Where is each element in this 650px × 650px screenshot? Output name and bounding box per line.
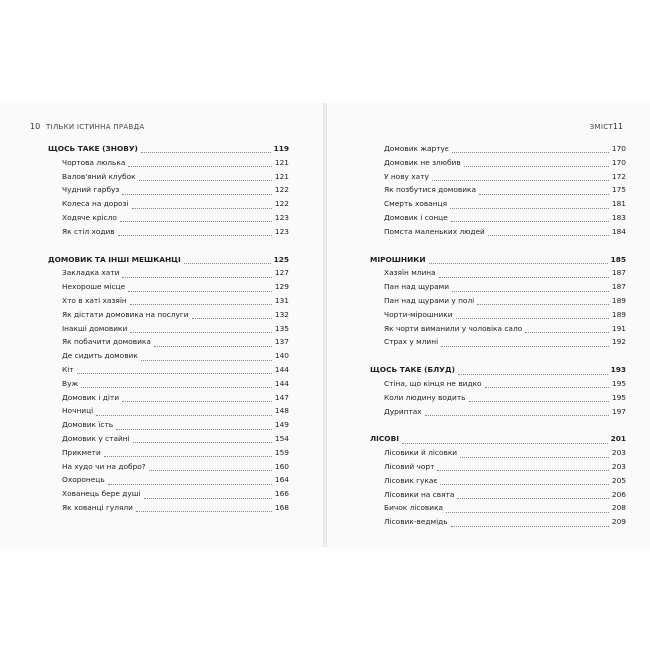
dot-leader	[457, 498, 609, 499]
entry-page-number: 187	[611, 282, 626, 292]
dot-leader	[402, 443, 608, 444]
dot-leader	[130, 304, 272, 305]
entry-title: Домовик жартує	[384, 144, 449, 153]
entry-title: Лісовики й лісовки	[384, 448, 458, 458]
toc-entry	[370, 268, 626, 282]
toc-section-heading	[370, 255, 626, 269]
dot-leader	[128, 291, 272, 292]
entry-title: Домовик і діти	[62, 392, 120, 402]
toc-section-heading	[370, 365, 626, 379]
entry-page-number: 208	[611, 503, 626, 513]
dot-leader	[116, 429, 272, 430]
entry-title: Дуриптах	[384, 406, 422, 416]
entry-page-number: 121	[274, 171, 289, 181]
entry-page-number: 181	[611, 199, 626, 209]
dot-leader	[450, 208, 609, 209]
entry-page-number: 123	[274, 212, 289, 222]
entry-title: Нехороше місце	[62, 282, 126, 292]
entry-title: Лісовик-ведмідь	[384, 517, 448, 527]
entry-page-number: 132	[274, 309, 289, 319]
entry-title: Охоронець	[62, 475, 105, 485]
toc-entry	[48, 158, 289, 172]
dot-leader	[477, 304, 609, 305]
dot-leader	[144, 498, 272, 499]
toc-entry	[48, 199, 289, 213]
entry-page-number: 144	[274, 364, 289, 374]
dot-leader	[141, 152, 271, 153]
entry-title: Хазяїн млина	[384, 268, 436, 278]
toc-entry	[370, 172, 626, 186]
entry-page-number: 206	[611, 489, 626, 499]
entry-title: Бичок лісовика	[384, 503, 444, 513]
dot-leader	[425, 415, 609, 416]
book-spread	[0, 103, 650, 547]
entry-title: Де сидить домовик	[62, 351, 138, 361]
entry-page-number: 119	[273, 144, 289, 153]
entry-title: Смерть хованця	[384, 199, 448, 209]
section-title: МІРОШНИКИ	[370, 254, 426, 264]
toc-entry	[370, 503, 626, 517]
entry-title: Як позбутися домовика	[384, 185, 477, 195]
entry-page-number: 166	[274, 489, 289, 499]
toc-entry	[48, 227, 289, 241]
entry-title: Домовик у стайні	[62, 433, 130, 443]
dot-leader	[429, 263, 608, 264]
entry-page-number: 159	[274, 447, 289, 457]
entry-page-number: 127	[274, 268, 289, 278]
running-head: ЗМІСТ	[589, 123, 613, 131]
toc-section	[370, 434, 626, 531]
entry-page-number: 193	[610, 365, 626, 375]
toc-entry	[48, 503, 289, 517]
toc-entry	[370, 462, 626, 476]
toc-entry	[48, 462, 289, 476]
dot-leader	[130, 332, 272, 333]
toc-section-heading	[48, 144, 289, 158]
toc-entry	[370, 379, 626, 393]
dot-leader	[525, 332, 609, 333]
dot-leader	[446, 512, 609, 513]
toc-entry	[48, 475, 289, 489]
toc-entry	[370, 213, 626, 227]
dot-leader	[192, 318, 272, 319]
toc-entry	[370, 310, 626, 324]
toc-entry	[48, 489, 289, 503]
entry-page-number: 129	[274, 282, 289, 292]
entry-page-number: 175	[611, 185, 626, 195]
dot-leader	[458, 374, 608, 375]
dot-leader	[136, 511, 272, 512]
dot-leader	[488, 235, 609, 236]
toc-entry	[48, 434, 289, 448]
entry-title: Домовик не злюбив	[384, 157, 461, 167]
entry-page-number: 147	[274, 392, 289, 402]
toc-entry	[370, 337, 626, 351]
entry-title: Валов'яний клубок	[62, 171, 136, 181]
toc-entry	[370, 282, 626, 296]
dot-leader	[460, 457, 609, 458]
entry-title: Інакші домовики	[62, 323, 128, 333]
dot-leader	[104, 456, 272, 457]
entry-page-number: 205	[611, 475, 626, 485]
entry-page-number: 170	[611, 144, 626, 153]
entry-title: Лісовики на свята	[384, 489, 455, 499]
entry-title: Стіна, що кінця не видко	[384, 378, 482, 388]
entry-page-number: 140	[274, 351, 289, 361]
entry-page-number: 168	[274, 502, 289, 512]
entry-page-number: 172	[611, 171, 626, 181]
toc-entry	[370, 324, 626, 338]
dot-leader	[439, 277, 609, 278]
toc-entry	[48, 282, 289, 296]
dot-leader	[485, 387, 609, 388]
toc-section-heading	[370, 434, 626, 448]
section-title: ЛІСОВІ	[370, 434, 399, 444]
toc-entry	[370, 158, 626, 172]
dot-leader	[452, 152, 609, 153]
entry-page-number: 131	[274, 295, 289, 305]
entry-title: Чортова люлька	[62, 157, 126, 167]
dot-leader	[149, 470, 272, 471]
entry-page-number: 183	[611, 212, 626, 222]
entry-title: Як побачити домовика	[62, 337, 151, 347]
right-page	[327, 103, 650, 547]
toc-left	[48, 144, 289, 531]
entry-page-number: 195	[611, 392, 626, 402]
toc-entry	[370, 393, 626, 407]
toc-entry	[370, 227, 626, 241]
dot-leader	[437, 470, 608, 471]
section-title: ДОМОВИК ТА ІНШІ МЕШКАНЦІ	[48, 254, 181, 264]
dot-leader	[108, 484, 272, 485]
entry-page-number: 121	[274, 157, 289, 167]
toc-entry	[48, 420, 289, 434]
dot-leader	[452, 291, 609, 292]
entry-title: Хованець бере душі	[62, 489, 141, 499]
dot-leader	[469, 401, 609, 402]
dot-leader	[133, 442, 272, 443]
entry-title: Лісовик гукає	[384, 475, 438, 485]
toc-entry	[48, 310, 289, 324]
toc-entry	[48, 365, 289, 379]
entry-title: Кіт	[62, 364, 74, 374]
entry-page-number: 189	[611, 309, 626, 319]
toc-section	[48, 144, 289, 241]
entry-title: Пан над щурами	[384, 282, 450, 292]
entry-title: Як стіл ходив	[62, 226, 115, 236]
entry-page-number: 125	[273, 254, 289, 264]
entry-page-number: 154	[274, 433, 289, 443]
entry-title: Помста маленьких людей	[384, 226, 485, 236]
dot-leader	[81, 387, 272, 388]
dot-leader	[77, 373, 272, 374]
entry-page-number: 203	[611, 461, 626, 471]
entry-title: Хто в хаті хазяїн	[62, 295, 127, 305]
dot-leader	[464, 166, 609, 167]
entry-title: Ходяче крісло	[62, 212, 117, 222]
toc-section	[48, 255, 289, 517]
section-title: ЩОСЬ ТАКЕ (БЛУД)	[370, 365, 455, 375]
toc-section	[370, 365, 626, 420]
toc-entry	[370, 517, 626, 531]
entry-page-number: 137	[274, 337, 289, 347]
dot-leader	[122, 194, 272, 195]
entry-page-number: 187	[611, 268, 626, 278]
toc-entry	[48, 393, 289, 407]
entry-title: Страх у млині	[384, 337, 439, 347]
entry-page-number: 189	[611, 295, 626, 305]
entry-title: Як хованці гуляли	[62, 502, 133, 512]
dot-leader	[451, 221, 609, 222]
section-title: ЩОСЬ ТАКЕ (ЗНОВУ)	[48, 144, 138, 153]
entry-title: Домовик і сонце	[384, 212, 448, 222]
toc-entry	[48, 351, 289, 365]
entry-page-number: 144	[274, 378, 289, 388]
toc-section-heading	[48, 255, 289, 269]
toc-entry	[370, 476, 626, 490]
toc-entry	[48, 406, 289, 420]
dot-leader	[141, 360, 272, 361]
left-page	[0, 103, 323, 547]
dot-leader	[139, 180, 272, 181]
entry-page-number: 135	[274, 323, 289, 333]
entry-page-number: 184	[611, 226, 626, 236]
toc-entry	[48, 448, 289, 462]
toc-entry	[370, 296, 626, 310]
toc-right	[370, 144, 626, 545]
entry-title: Ночниці	[62, 406, 94, 416]
entry-title: Прикмети	[62, 447, 101, 457]
entry-title: Коли людину водить	[384, 392, 466, 402]
entry-title: Чудний гарбуз	[62, 185, 120, 195]
entry-title: Лісовий чорт	[384, 461, 435, 471]
dot-leader	[154, 346, 272, 347]
entry-page-number: 197	[611, 406, 626, 416]
dot-leader	[122, 401, 272, 402]
dot-leader	[441, 346, 609, 347]
entry-page-number: 160	[274, 461, 289, 471]
entry-title: Домовик їсть	[62, 420, 114, 430]
toc-entry	[370, 490, 626, 504]
toc-entry	[48, 337, 289, 351]
dot-leader	[440, 484, 608, 485]
toc-entry	[48, 296, 289, 310]
entry-page-number: 195	[611, 378, 626, 388]
entry-page-number: 148	[274, 406, 289, 416]
dot-leader	[120, 221, 272, 222]
entry-page-number: 191	[611, 323, 626, 333]
dot-leader	[96, 415, 272, 416]
entry-page-number: 122	[274, 185, 289, 195]
dot-leader	[456, 318, 609, 319]
dot-leader	[122, 277, 271, 278]
entry-title: Чорти-мірошники	[384, 309, 453, 319]
toc-entry	[48, 324, 289, 338]
toc-entry	[370, 407, 626, 421]
toc-entry	[48, 172, 289, 186]
toc-entry	[48, 379, 289, 393]
dot-leader	[128, 166, 272, 167]
dot-leader	[184, 263, 271, 264]
entry-page-number: 164	[274, 475, 289, 485]
entry-title: На худо чи на добро?	[62, 461, 146, 471]
toc-entry	[370, 185, 626, 199]
entry-page-number: 185	[610, 254, 626, 264]
toc-section	[370, 144, 626, 241]
toc-entry	[48, 213, 289, 227]
toc-section	[370, 255, 626, 352]
dot-leader	[451, 526, 609, 527]
entry-page-number: 192	[611, 337, 626, 347]
toc-entry	[48, 268, 289, 282]
entry-page-number: 123	[274, 226, 289, 236]
entry-page-number: 201	[610, 434, 626, 444]
entry-page-number: 149	[274, 420, 289, 430]
toc-entry	[370, 144, 626, 158]
toc-entry	[370, 448, 626, 462]
toc-entry	[48, 185, 289, 199]
entry-title: Колеса на дорозі	[62, 199, 129, 209]
dot-leader	[132, 208, 272, 209]
entry-title: Пан над щурами у полі	[384, 295, 475, 305]
entry-title: Вуж	[62, 378, 79, 388]
running-head: ТІЛЬКИ ІСТИННА ПРАВДА	[46, 123, 145, 131]
entry-title: У нову хату	[384, 171, 429, 181]
entry-page-number: 122	[274, 199, 289, 209]
entry-title: Закладка хати	[62, 268, 120, 278]
entry-title: Як чорти виманили у чоловіка сало	[384, 323, 523, 333]
dot-leader	[118, 235, 272, 236]
entry-page-number: 203	[611, 448, 626, 458]
page-number: 10	[30, 122, 41, 131]
entry-page-number: 170	[611, 157, 626, 167]
entry-title: Як дістати домовика на послуги	[62, 309, 189, 319]
page-number: 11	[612, 122, 623, 131]
toc-entry	[370, 199, 626, 213]
dot-leader	[479, 194, 609, 195]
entry-page-number: 209	[611, 517, 626, 527]
dot-leader	[432, 180, 609, 181]
